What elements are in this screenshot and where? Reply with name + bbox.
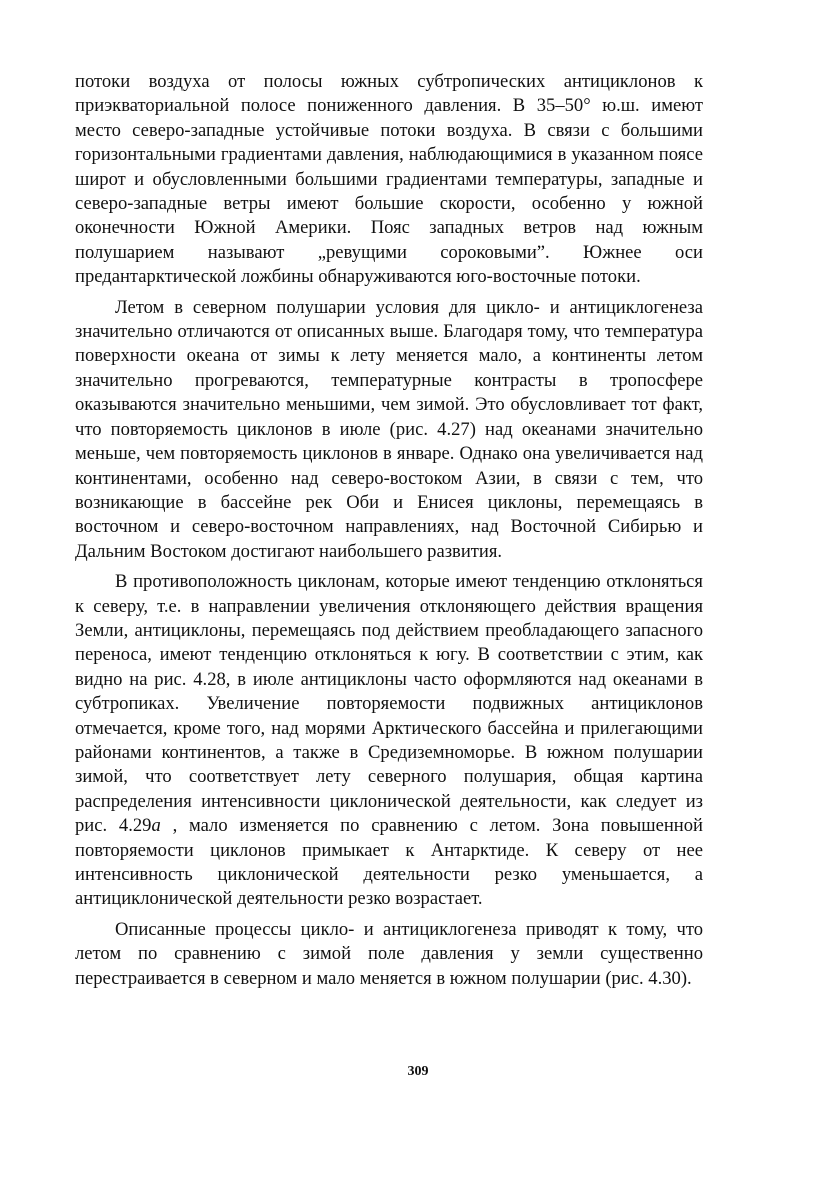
paragraph-2: Летом в северном полушарии условия для цикло- и антициклогенеза значительно отличаются от описанных выше. Благодаря тому, что температура поверхности океана от зимы к лету меняется мало, а континенты летом значительно прогреваются, температурные контрасты в тропосфере оказываются значительно меньшими, чем зимой. Это обусловливает тот факт, что повторяемость циклонов в июле (рис. 4.27) над океанами значительно меньше, чем повторяемость циклонов в январе. Однако она увеличивается над континентами, особенно над северо-востоком Азии, в связи с тем, что возникающие в бассейне рек Оби и Енисея циклоны, перемещаясь в восточном и северо-восточном направлениях, над Восточной Сибирью и Дальним Востоком достигают наибольшего развития.	[75, 296, 703, 562]
paragraph-3	[75, 570, 703, 912]
page-number: 309	[407, 1064, 429, 1079]
paragraph-1: потоки воздуха от полосы южных субтропических антициклонов к приэкваториальной полосе пониженного давления. В 35–50° ю.ш. имеют место северо-западные устойчивые потоки воздуха. В связи с большими горизонтальными градиентами давления, наблюдающимися в указанном поясе широт и обусловленными большими градиентами температуры, западные и северо-западные ветры имеют большие скорости, особенно у южной оконечности Южной Америки. Пояс западных ветров над южным полушарием называют „ревущими сороковыми”. Южнее оси предантарктической ложбины обнаруживаются юго-восточные потоки.	[75, 71, 703, 288]
paragraph-3-tail: , мало изменяется по сравнению с летом. Зона повышенной повторяемости циклонов примыкает к Антарктиде. К северу от нее интенсивность циклонической деятельности резко уменьшается, а антициклонической деятельности резко возрастает.	[75, 815, 703, 910]
paragraph-3-text: В противоположность циклонам, которые имеют тенденцию отклоняться к северу, т.е. в направлении увеличения отклоняющего действия вращения Земли, антициклоны, перемещаясь под действием преобладающего запасного переноса, имеют тенденцию отклоняться к югу. В соответствии с этим, как видно на рис. 4.28, в июле антициклоны часто оформляются над океанами в субтропиках. Увеличение повторяемости подвижных антициклонов отмечается, кроме того, над морями Арктического бассейна и прилегающими районами континентов, а также в Средиземноморье. В южном полушарии зимой, что соответствует лету северного полушария, общая картина распределения интенсивности циклонической деятельности, как следует из рис. 4.29	[75, 571, 703, 837]
page-body	[75, 70, 703, 997]
paragraph-4: Описанные процессы цикло- и антициклогенеза приводят к тому, что летом по сравнению с зимой поле давления у земли существенно перестраивается в северном и мало меняется в южном полушарии (рис. 4.30).	[75, 918, 703, 989]
figure-letter: а	[151, 815, 161, 837]
